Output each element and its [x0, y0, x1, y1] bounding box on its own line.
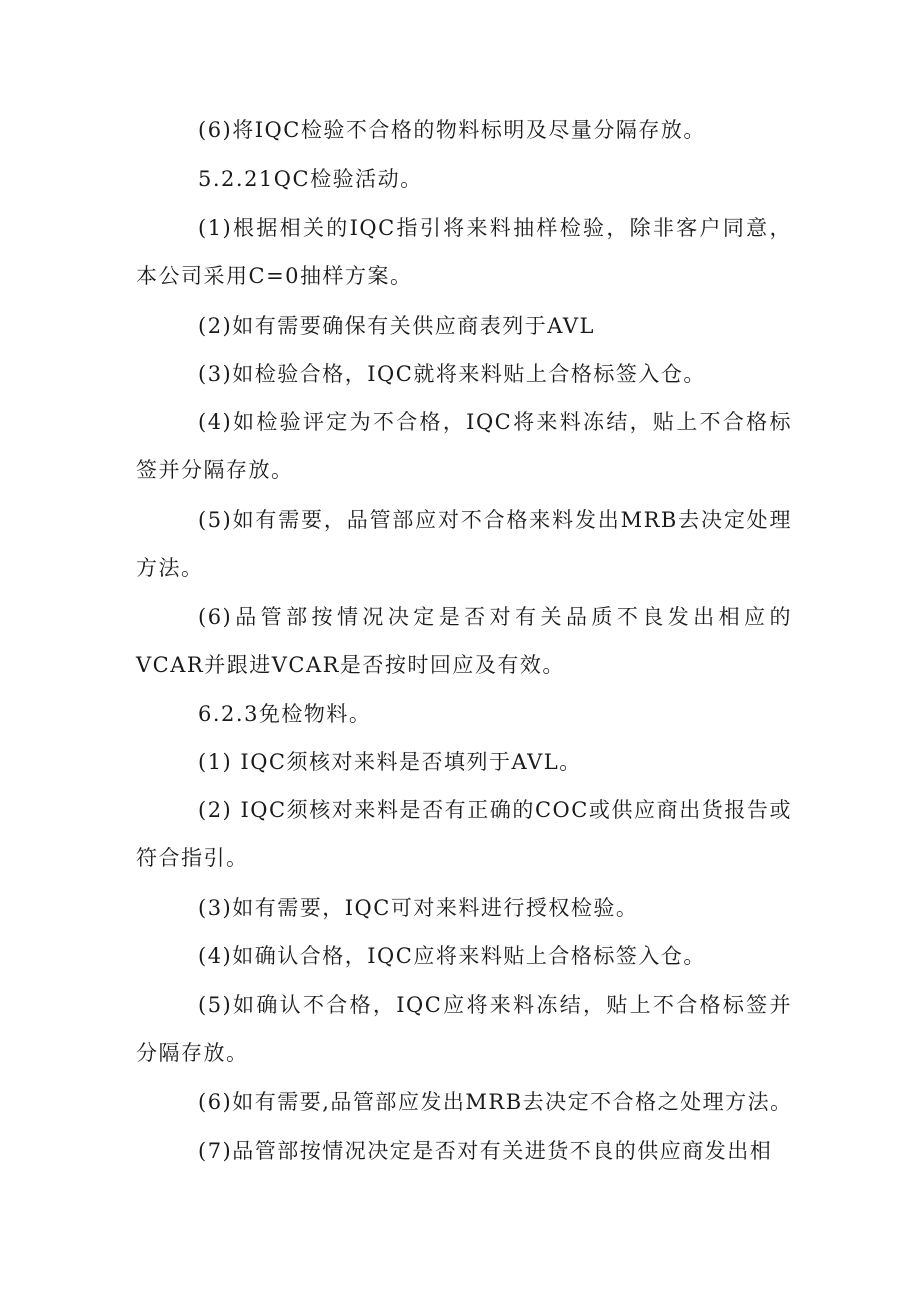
paragraph-exempt-item-6: (6)如有需要,品管部应发出MRB去决定不合格之处理方法。	[198, 1090, 793, 1114]
paragraph-exempt-item-7: (7)品管部按情况决定是否对有关进货不良的供应商发出相	[198, 1139, 773, 1163]
paragraph-exempt-item-1: (1) IQC须核对来料是否填列于AVL。	[198, 750, 582, 774]
paragraph-qc-item-3: (3)如检验合格，IQC就将来料贴上合格标签入仓。	[198, 362, 706, 386]
paragraph-qc-item-2: (2)如有需要确保有关供应商表列于AVL	[198, 314, 595, 338]
section-heading-6-2-3: 6.2.3免检物料。	[198, 702, 372, 726]
section-heading-5-2-2: 5.2.21QC检验活动。	[198, 167, 423, 191]
paragraph-exempt-item-5: (5)如确认不合格，IQC应将来料冻结，贴上不合格标签并分隔存放。	[136, 993, 792, 1065]
paragraph-qc-item-5: (5)如有需要，品管部应对不合格来料发出MRB去决定处理方法。	[136, 508, 792, 580]
paragraph-qc-item-1: (1)根据相关的IQC指引将来料抽样检验，除非客户同意，本公司采用C=0抽样方案。	[136, 216, 792, 288]
paragraph-exempt-item-2: (2) IQC须核对来料是否有正确的COC或供应商出货报告或符合指引。	[136, 798, 792, 870]
paragraph-qc-item-6: (6)品管部按情况决定是否对有关品质不良发出相应的VCAR并跟进VCAR是否按时回应及有效。	[136, 605, 792, 677]
paragraph-qc-item-4: (4)如检验评定为不合格，IQC将来料冻结，贴上不合格标签并分隔存放。	[136, 410, 792, 482]
paragraph-exempt-item-4: (4)如确认合格，IQC应将来料贴上合格标签入仓。	[198, 944, 706, 968]
paragraph-exempt-item-3: (3)如有需要，IQC可对来料进行授权检验。	[198, 896, 639, 920]
paragraph-iqc-item-6: (6)将IQC检验不合格的物料标明及尽量分隔存放。	[198, 118, 706, 142]
